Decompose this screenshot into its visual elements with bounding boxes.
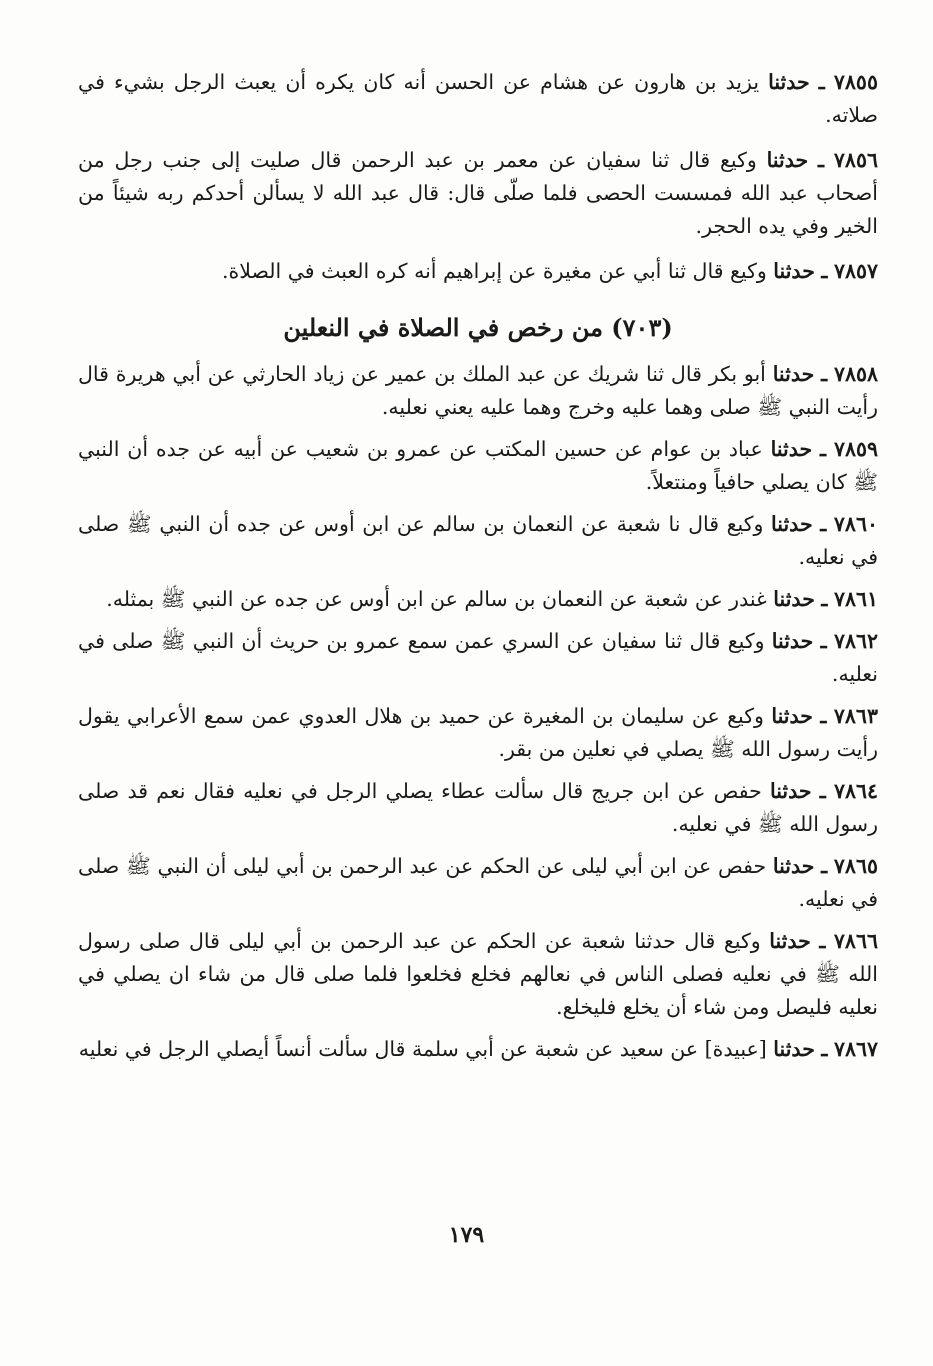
hadith-number: ٧٨٦٣	[833, 704, 878, 728]
entry-dash: ـ	[818, 148, 825, 172]
hadith-number: ٧٨٦٥	[833, 854, 878, 878]
hadith-text: أبو بكر قال ثنا شريك عن عبد الملك بن عمير عن زياد الحارثي عن أبي هريرة قال رأيت النبي ﷺ صلى وهما عليه وخرج وهما عليه يعني نعليه.	[78, 362, 878, 419]
hadith-number: ٧٨٥٧	[833, 259, 878, 283]
hadith-lead-word: حدثنا	[769, 779, 812, 803]
hadith-lead-word: حدثنا	[766, 148, 809, 172]
hadith-entry-7857	[78, 255, 878, 288]
hadith-lead-word: حدثنا	[772, 362, 815, 386]
hadith-text: حفص عن ابن أبي ليلى عن الحكم عن عبد الرحمن بن أبي ليلى أن النبي ﷺ صلى في نعليه.	[78, 854, 878, 911]
hadith-number: ٧٨٥٥	[833, 70, 878, 94]
hadith-number: ٧٨٦٧	[833, 1037, 878, 1061]
entry-dash: ـ	[819, 929, 826, 953]
entry-dash: ـ	[821, 259, 828, 283]
hadith-text: يزيد بن هارون عن هشام عن الحسن أنه كان يكره أن يعبث الرجل بشيء في صلاته.	[78, 70, 878, 127]
hadith-entry-7861	[78, 583, 878, 616]
entry-dash: ـ	[821, 1037, 828, 1061]
hadith-entry-7859	[78, 433, 878, 499]
hadith-text: غندر عن شعبة عن النعمان بن سالم عن ابن أوس عن جده عن النبي ﷺ بمثله.	[106, 587, 767, 611]
page-number: ١٧٩	[448, 1222, 485, 1248]
hadith-text: وكيع قال ثنا سفيان عن السري عمن سمع عمرو بن حريث أن النبي ﷺ صلى في نعليه.	[78, 629, 878, 686]
hadith-entry-7863	[78, 700, 878, 766]
hadith-lead-word: حدثنا	[771, 704, 813, 728]
hadith-lead-word: حدثنا	[768, 70, 810, 94]
hadith-lead-word: حدثنا	[771, 512, 813, 536]
hadith-entry-7867	[78, 1033, 878, 1066]
hadith-lead-word: حدثنا	[769, 929, 811, 953]
hadith-text: وكيع قال نا شعبة عن النعمان بن سالم عن ابن أوس عن جده أن النبي ﷺ صلى في نعليه.	[78, 512, 878, 569]
entry-dash: ـ	[818, 70, 825, 94]
hadith-entry-7856	[78, 144, 878, 243]
hadith-text: وكيع قال ثنا أبي عن مغيرة عن إبراهيم أنه كره العبث في الصلاة.	[221, 259, 767, 283]
hadith-number: ٧٨٥٩	[833, 437, 878, 461]
hadith-number: ٧٨٥٦	[833, 148, 878, 172]
hadith-text: وكيع قال ثنا سفيان عن معمر بن عبد الرحمن قال صليت إلى جنب رجل من أصحاب عبد الله فمسست الحصى فلما صلّى قال: قال عبد الله لا يسألن أحدكم ربه شيئاً من الخير وفي يده الحجر.	[78, 148, 878, 238]
hadith-text: عباد بن عوام عن حسين المكتب عن عمرو بن شعيب عن أبيه عن جده أن النبي ﷺ كان يصلي حافياً ومنتعلاً.	[78, 437, 878, 494]
hadith-lead-word: حدثنا	[773, 587, 815, 611]
hadith-number: ٧٨٦١	[833, 587, 878, 611]
hadith-text: وكيع قال حدثنا شعبة عن الحكم عن عبد الرحمن بن أبي ليلى قال صلى رسول الله ﷺ في نعليه فصلى الناس في نعالهم فخلع فخلعوا فلما صلى قال من شاء ان يصلي في نعليه فليصل ومن شاء أن يخلع فليخلع.	[78, 929, 878, 1019]
hadith-entry-7855	[78, 66, 878, 132]
hadith-number: ٧٨٥٨	[833, 362, 878, 386]
entry-dash: ـ	[820, 437, 827, 461]
hadith-lead-word: حدثنا	[770, 437, 813, 461]
hadith-entry-7860	[78, 508, 878, 574]
entry-dash: ـ	[820, 704, 827, 728]
hadith-text: حفص عن ابن جريج قال سألت عطاء يصلي الرجل في نعليه فقال نعم قد صلى رسول الله ﷺ في نعليه.	[78, 779, 878, 836]
hadith-entry-7865	[78, 850, 878, 916]
hadith-number: ٧٨٦٠	[833, 512, 878, 536]
hadith-lead-word: حدثنا	[771, 629, 814, 653]
hadith-entry-7866	[78, 925, 878, 1024]
page-body	[78, 66, 878, 1075]
entry-dash: ـ	[821, 362, 828, 386]
entry-dash: ـ	[820, 512, 827, 536]
hadith-lead-word: حدثنا	[773, 259, 815, 283]
entry-dash: ـ	[820, 629, 827, 653]
hadith-entry-7864	[78, 775, 878, 841]
hadith-number: ٧٨٦٦	[833, 929, 878, 953]
entry-dash: ـ	[819, 779, 826, 803]
hadith-lead-word: حدثنا	[773, 1037, 815, 1061]
hadith-lead-word: حدثنا	[772, 854, 815, 878]
hadith-text: وكيع عن سليمان بن المغيرة عن حميد بن هلال العدوي عمن سمع الأعرابي يقول رأيت رسول الله ﷺ يصلي في نعلين من بقر.	[78, 704, 878, 761]
hadith-number: ٧٨٦٢	[833, 629, 878, 653]
entry-dash: ـ	[821, 854, 828, 878]
chapter-heading: (٧٠٣) من رخص في الصلاة في النعلين	[283, 313, 673, 342]
entry-dash: ـ	[821, 587, 828, 611]
hadith-entry-7858	[78, 358, 878, 424]
hadith-entry-7862	[78, 625, 878, 691]
hadith-number: ٧٨٦٤	[833, 779, 878, 803]
hadith-text: [عبيدة] عن سعيد عن شعبة عن أبي سلمة قال سألت أنساً أيصلي الرجل في نعليه	[78, 1037, 767, 1061]
